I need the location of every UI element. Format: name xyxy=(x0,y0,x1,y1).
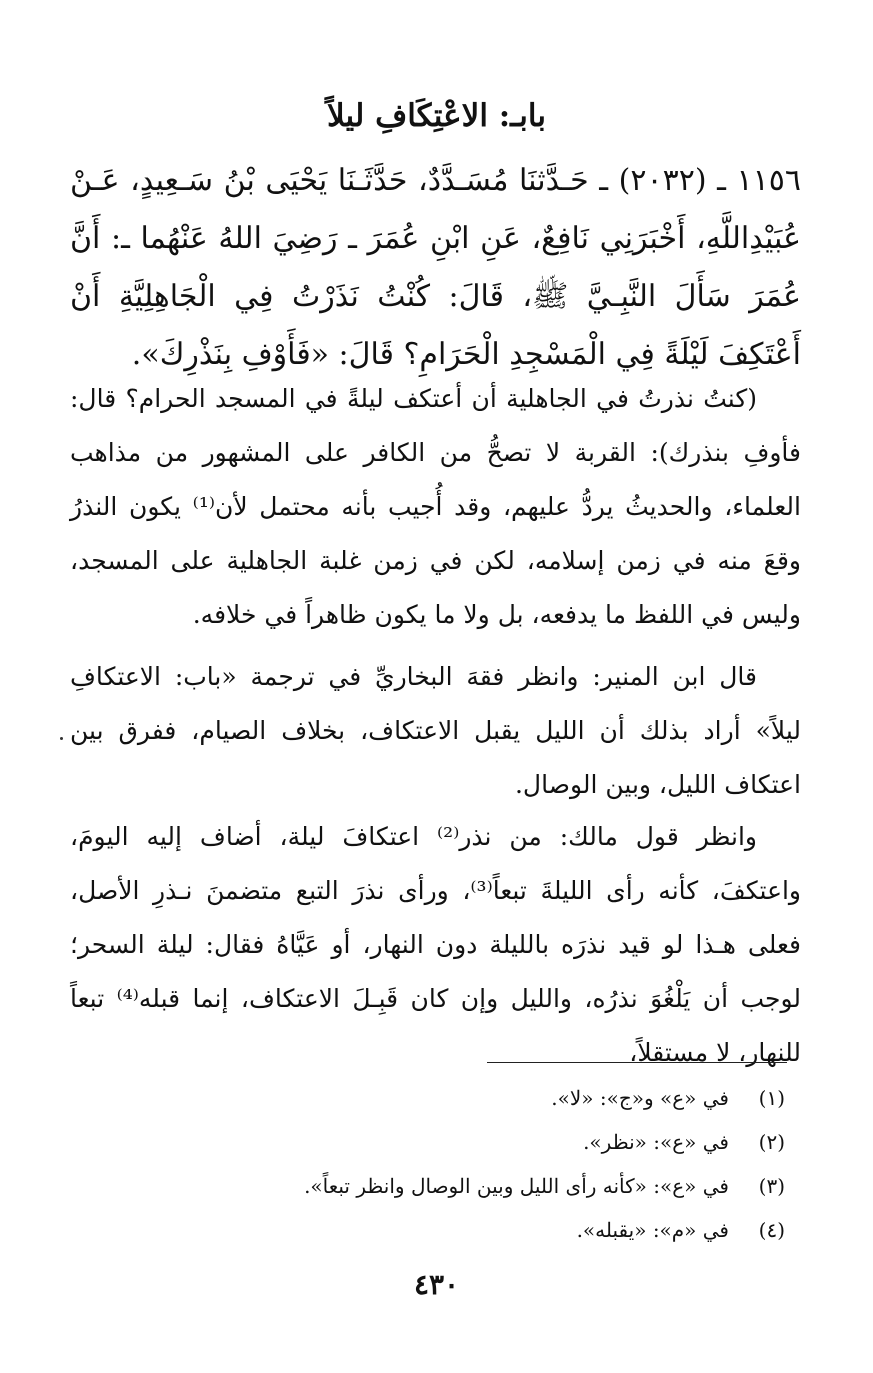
footnote-text: في «ع» و«ج»: «لا». xyxy=(551,1086,729,1110)
scan-speck xyxy=(60,737,63,740)
footnote xyxy=(70,1076,785,1120)
footnotes-list xyxy=(70,1076,785,1252)
page-number: ٤٣٠ xyxy=(413,1268,460,1301)
commentary-paragraph: قال ابن المنير: وانظر فقهَ البخاريِّ في ترجمة «باب: الاعتكافِ ليلاً» أراد بذلك أن الليل يقبل الاعتكاف، بخلاف الصيام، ففرق بين اعتكاف الليل، وبين الوصال. xyxy=(70,662,801,799)
chapter-heading: بابـ: الاعْتِكَافِ ليلاً xyxy=(327,98,546,134)
footnote-divider xyxy=(487,1062,787,1063)
footnote-number: (٣) xyxy=(758,1174,785,1198)
footnote-text: في «ع»: «كأنه رأى الليل وبين الوصال وانظر تبعاً». xyxy=(304,1174,729,1198)
footnote-number: (١) xyxy=(758,1086,785,1110)
footnote-number: (٤) xyxy=(758,1218,785,1242)
footnote xyxy=(70,1208,785,1252)
footnote xyxy=(70,1120,785,1164)
commentary-paragraph: وانظر قول مالك: من نذر⁽²⁾ اعتكافَ ليلة، أضاف إليه اليومَ، واعتكفَ، كأنه رأى الليلةَ تبعاً⁽³⁾، ورأى نذرَ التبع متضمنَ نـذرِ الأصل، فعلى هـذا لو قيد نذرَه بالليلة دون النهار، أو عَيَّاهُ فقال: ليلة السحر؛ لوجب أن يَلْغُوَ نذرُه، والليل وإن كان قَبِـلَ الاعتكاف، إنما قبله⁽⁴⁾ تبعاً للنهار، لا مستقلاً، xyxy=(70,822,802,1067)
footnote xyxy=(70,1164,785,1208)
footnote-text: في «م»: «يقبله». xyxy=(576,1218,729,1242)
footnote-number: (٢) xyxy=(758,1130,785,1154)
commentary-paragraph: (كنتُ نذرتُ في الجاهلية أن أعتكف ليلةً في المسجد الحرام؟ قال: فأوفِ بنذرك): القربة لا تصحُّ من الكافر على المشهور من مذاهب العلماء، والحديثُ يردُّ عليهم، وقد أُجيب بأنه محتمل لأن⁽¹⁾ يكون النذرُ وقعَ منه في زمن إسلامه، لكن في زمن غلبة الجاهلية على المسجد، وليس في اللفظ ما يدفعه، بل ولا ما يكون ظاهراً في خلافه. xyxy=(70,384,801,629)
hadith-text: ١١٥٦ ـ (٢٠٣٢) ـ حَـدَّثنَا مُسَـدَّدٌ، حَدَّثَـنَا يَحْيَى بْنُ سَـعِيدٍ، عَـنْ عُبَيْدِاللَّهِ، أَخْبَرَنِي نَافِعٌ، عَنِ ابْنِ عُمَرَ ـ رَضِيَ اللهُ عَنْهُما ـ: أَنَّ عُمَرَ سَأَلَ النَّبِـيَّ ﷺ، قَالَ: كُنْتُ نَذَرْتُ فِي الْجَاهِلِيَّةِ أَنْ أَعْتَكِفَ لَيْلَةً فِي الْمَسْجِدِ الْحَرَامِ؟ قَالَ: «فَأَوْفِ بِنَذْرِكَ». xyxy=(70,163,801,372)
footnote-text: في «ع»: «نظر». xyxy=(583,1130,729,1154)
